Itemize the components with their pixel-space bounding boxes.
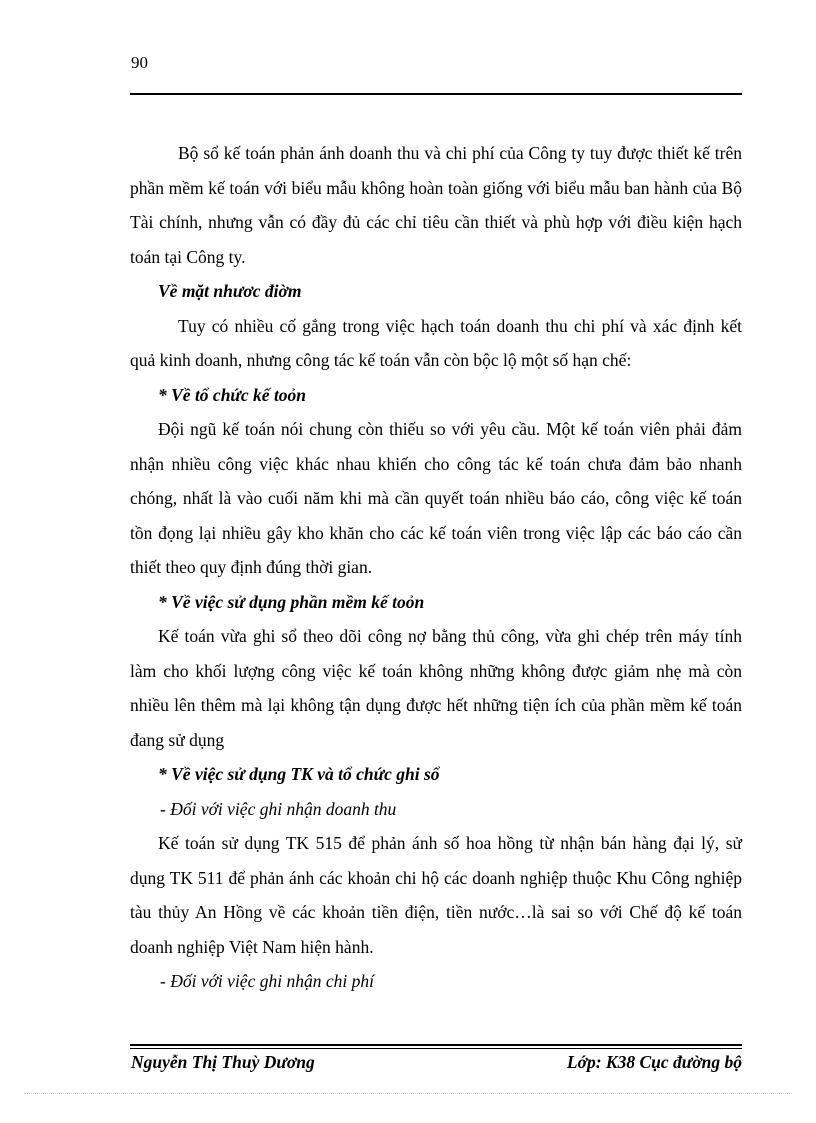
heading-accounting-software: * Về việc sử dụng phần mềm kế toỏn [158, 591, 425, 612]
heading-accounting-organization: * Về tổ chức kế toỏn [158, 384, 307, 405]
paragraph-limitations-intro: Tuy có nhiều cố gắng trong việc hạch toán doanh thu chi phí và xác định kết quả kinh doanh, nhưng công tác kế toán vẫn còn bộc lộ một số hạn chế: [130, 315, 742, 370]
footer-class-info: Lớp: K38 Cục đường bộ [566, 1052, 742, 1072]
paragraph-accounting-books: Bộ sổ kế toán phản ánh doanh thu và chi phí của Công ty tuy được thiết kế trên phần mềm kế toán với biểu mẫu không hoàn toàn giống với biểu mẫu ban hành của Bộ Tài chính, nhưng vẫn có đầy đủ các chỉ tiêu cần thiết và phù hợp với điều kiện hạch toán tại Công ty. [130, 143, 742, 267]
footer-author: Nguyễn Thị Thuỳ Dương [131, 1052, 315, 1072]
document-body [130, 136, 742, 999]
heading-accounts-usage: * Về việc sử dụng TK và tổ chức ghi sổ [158, 764, 440, 784]
heading-limitations: Về mặt nhươc điờm [158, 281, 302, 301]
page-bottom-border [24, 1093, 792, 1094]
page-number: 90 [131, 53, 148, 72]
footer-rule-thin [130, 1048, 742, 1049]
subheading-revenue-recognition: - Đối với việc ghi nhận doanh thu [160, 798, 397, 819]
paragraph-accounting-staff: Đội ngũ kế toán nói chung còn thiếu so với yêu cầu. Một kế toán viên phải đảm nhận nhiều công việc khác nhau khiến cho công tác kế toán chưa đảm bảo nhanh chóng, nhất là vào cuối năm khi mà cần quyết toán nhiều báo cáo, công việc kế toán tồn đọng lại nhiều gây kho khăn cho các kế toán viên trong việc lập các báo cáo cần thiết theo quy định đúng thời gian. [130, 419, 742, 577]
subheading-expense-recognition: - Đối với việc ghi nhận chi phí [160, 971, 374, 991]
paragraph-accounting-software: Kế toán vừa ghi sổ theo dõi công nợ bằng thủ công, vừa ghi chép trên máy tính làm cho khối lượng công việc kế toán không những không được giảm nhẹ mà còn nhiều lên thêm mà lại không tận dụng được hết những tiện ích của phần mềm kế toán đang sử dụng [130, 626, 742, 750]
paragraph-revenue-recognition: Kế toán sử dụng TK 515 để phản ánh số hoa hồng từ nhận bán hàng đại lý, sử dụng TK 511 để phản ánh các khoản chi hộ các doanh nghiệp thuộc Khu Công nghiệp tàu thủy An Hồng về các khoản tiền điện, tiền nước…là sai so với Chế độ kế toán doanh nghiệp Việt Nam hiện hành. [130, 833, 742, 957]
footer-rule-thick [130, 1044, 742, 1046]
header-rule [130, 93, 742, 95]
